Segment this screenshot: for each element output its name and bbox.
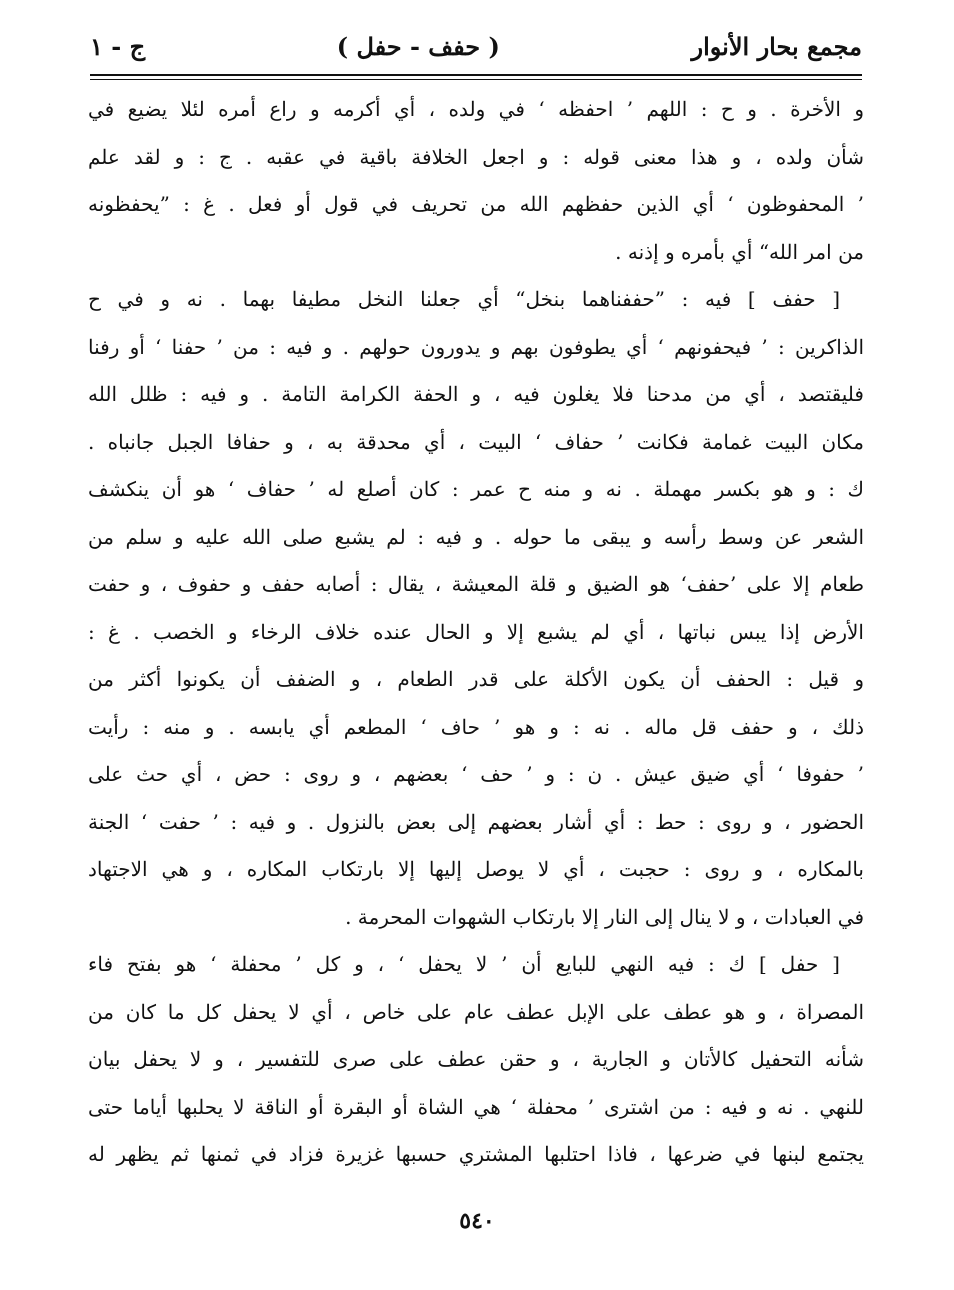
text-line: الذاكرين : ’ فيحفونهم ‘ أي يطوفون بهم و يدورون حولهم . و فيه : من ’ حفنا ‘ أو رفنا bbox=[88, 334, 864, 359]
text-line: مكان البيت غمامة فكانت ’ حفاف ‘ البيت ، أي محدقة به ، و حفافا الجبل جانباه . bbox=[88, 429, 864, 454]
text-line: و الأخرة . و ح : اللهم ’ احفظه ‘ في ولده ، أي أكرمه و راع أمره لئلا يضيع في bbox=[88, 97, 864, 121]
text-line: فليقتصد ، أي من مدحنا فلا يغلون فيه ، و الحفة الكرامة التامة . و فيه : ظلل الله bbox=[88, 382, 864, 406]
entry-range: ( حفف - حفل ) bbox=[336, 31, 500, 61]
text-line: ذلك ، و حفف قل ماله . نه : و هو ’ حاف ‘ المطعم أي يابسه . و منه : رأيت bbox=[88, 714, 864, 739]
volume-number: ج - ١ bbox=[90, 31, 146, 61]
page-number: ٥٤٠ bbox=[459, 1208, 495, 1234]
text-line: للنهي . نه و فيه : من اشترى ’ محفلة ‘ هي الشاة أو البقرة أو الناقة لا يحلبها أياما حتى bbox=[88, 1094, 864, 1119]
header-rule bbox=[90, 74, 862, 80]
text-line: شأن ولده ، و هذا معنى قوله : و اجعل الخلافة باقية في عقبه . ج : و لقد علم bbox=[88, 144, 864, 169]
text-line: في العبادات ، و لا ينال إلى النار إلا بارتكاب الشهوات المحرمة . bbox=[345, 904, 864, 929]
text-line: يجتمع لبنها في ضرعها ، فاذا احتلبها المشتري حسبها غزيرة فزاد في ثمنها ثم يظهر له bbox=[88, 1142, 864, 1166]
page-text bbox=[88, 86, 864, 1179]
text-line: بالمكاره ، و روى : حجبت ، أي لا يوصل إليها إلا بارتكاب المكاره ، و هي الاجتهاد bbox=[88, 857, 864, 881]
text-line: ك : و هو بكسر مهملة . نه و منه ح عمر : كان أصلع له ’ حفاف ‘ هو أن ينكشف bbox=[88, 477, 864, 501]
text-line: الحضور ، و روى : حط : أي أشار بعضهم إلى بعض بالنزول . و فيه : ’ حفت ‘ الجنة bbox=[88, 809, 864, 834]
entry-line-hfl: [ حفل ] ك : فيه النهي للبايع أن ’ لا يحفل ‘ ، و كل ’ محفلة ‘ هو بفتح فاء bbox=[88, 952, 840, 976]
text-line: الشعر عن وسط رأسه و يبقى ما حوله . و فيه : لم يشبع صلى الله عليه و سلم من bbox=[88, 524, 864, 549]
entry-line-hff: [ حفف ] فيه : ”حففناهما بنخل“ أي جعلنا النخل مطيفا بهما . نه و في ح bbox=[88, 287, 840, 311]
text-line: ’ المحفوظون ‘ أي الذين حفظهم الله من تحريف في قول أو فعل . غ : ”يحفظونه bbox=[88, 192, 864, 216]
book-title: مجمع بحار الأنوار bbox=[691, 31, 862, 61]
text-line: الأرض إذا يبس نباتها ، أي لم يشبع إلا و الحال عنده خلاف الرخاء و الخصب . غ : bbox=[88, 619, 864, 644]
text-line: من امر الله“ أي بأمره و إذنه . bbox=[615, 239, 864, 264]
text-line: شأنه التحفيل كالأتان و الجارية ، و حقن عطف على صرى للتفسير ، و لا يحفل بيان bbox=[88, 1047, 864, 1071]
text-line: طعام إلا على ’حفف‘ هو الضيق و قلة المعيشة ، يقال : أصابه حفف و حفوف ، و حفت bbox=[88, 572, 864, 596]
text-line: و قيل : الحفف أن يكون الأكلة على قدر الطعام ، و الضفف أن يكونوا أكثر من bbox=[88, 667, 864, 691]
text-line: المصراة ، و هو عطف على الإبل عطف عام على خاص ، أي لا يحفل كل ما كان من bbox=[88, 999, 864, 1024]
text-line: ’ حفوفا ‘ أي ضيق عيش . ن : و ’ حف ‘ بعضهم ، و روى : حض ، أي حث على bbox=[88, 762, 864, 786]
running-header bbox=[90, 22, 862, 70]
